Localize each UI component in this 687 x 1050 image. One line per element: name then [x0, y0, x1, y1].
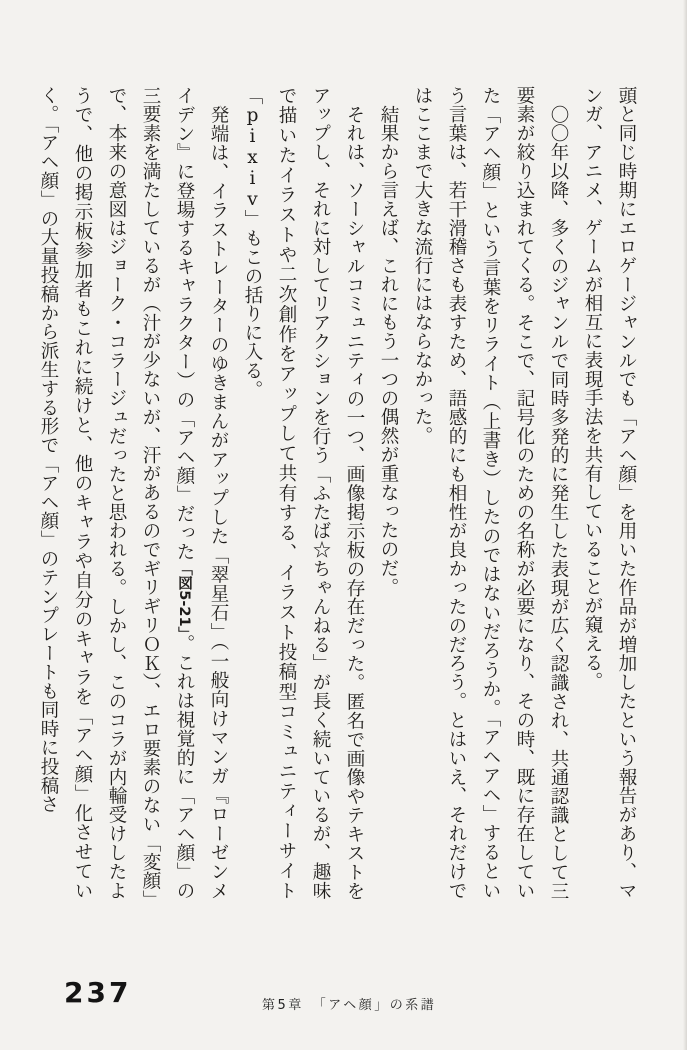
page-number: 237 — [64, 976, 132, 1009]
paragraph-5-text-pre: 発端は、イラストレーターのゆきまんがアップした「翠星石」（一般向けマンガ『ローゼンメイデン』に登場するキャラクター）の「アヘ顔」だった — [174, 86, 229, 900]
paragraph-4 — [235, 86, 371, 900]
pixiv-site-name: pixiv — [242, 104, 263, 210]
paragraph-2 — [405, 86, 575, 900]
paragraph-3-text: 結果から言えば、これにもう一つの偶然が重なったのだ。 — [378, 104, 399, 596]
paragraph-4-text-post: 」もこの括りに入る。 — [242, 209, 263, 399]
paragraph-5 — [31, 86, 235, 900]
paragraph-5-text-post: 。これは視覚的に「アヘ顔」の三要素を満たしているが（汁が少ないが、汗があるのでギリギリＯＫ）、エロ要素のない「変顔」で、本来の意図はジョーク・コラージュだったと思われる。しかし、このコラが内輪受けしたようで、他の掲示板参加者もこれに続けと、他のキャラや自分のキャラを「アヘ顔」化させていく。「アヘ顔」の大量投稿から派生する形で「アヘ顔」のテンプレートも同時に投稿さ — [38, 86, 195, 900]
paragraph-1 — [575, 86, 643, 900]
figure-reference-5-21: 「図5-21」 — [176, 561, 192, 635]
page-body — [31, 86, 643, 900]
page-gutter-edge — [683, 0, 687, 1050]
paragraph-3 — [371, 86, 405, 900]
paragraph-4-text-pre: それは、ソーシャルコミュニティの一つ、画像掲示板の存在だった。匿名で画像やテキストをアップし、それに対してリアクションを行う「ふたば☆ちゃんねる」が長く続いているが、趣味で描いたイラストや二次創作をアップして共有する、イラスト投稿型コミュニティーサイト「 — [242, 86, 365, 900]
running-title: 第5章 「アヘ顔」の系譜 — [262, 998, 437, 1013]
paragraph-2-text: 〇〇年以降、多くのジャンルで同時多発的に発生した表現が広く認識され、共通認識として三要素が絞り込まれてくる。そこで、記号化のための名称が必要になり、その時、既に存在していた「アヘ顔」という言葉をリライト（上書き）したのではないだろうか。「アヘアヘ」するという言葉は、若干滑稽さも表すため、語感的にも相性が良かったのだろう。とはいえ、それだけではここまで大きな流行にはならなかった。 — [412, 86, 569, 900]
paragraph-1-text: 頭と同じ時期にエロゲージャンルでも「アヘ顔」を用いた作品が増加したという報告があり、マンガ、アニメ、ゲームが相互に表現手法を共有していることが窺える。 — [582, 86, 637, 900]
